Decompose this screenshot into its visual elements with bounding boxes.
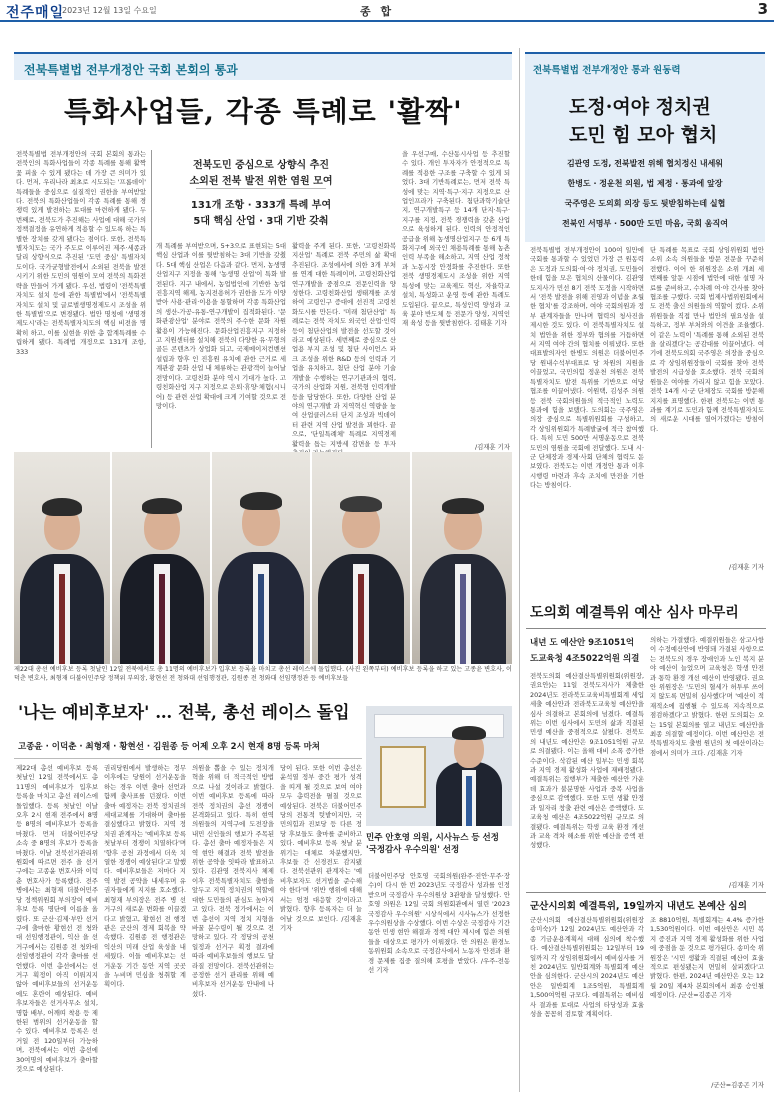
page-divider-vertical [519, 48, 520, 1092]
right-top-col-2 [650, 246, 764, 556]
left-top-col-3-text: 활력을 주게 된다. 또한, '고령친화복지산업' 특례로 전북 주민의 삶 확대 추진된다. 조성에서에 의한 3개 부처를 연계 대한 특례이며, 고령친화산업 연구개발을 중점으로 전문인력을 양성한다. 고령친화산업 생태계를 조성하여 고령인구 증대에 선진적 고령친화도시를 만든다. '미래 첨단산업' 특례로는 전북 자치도 외국인 산업·인력 등이 첨단산업의 발전을 선도할 것이라고 예상된다. 세번째로 중심으로 산업용 부지 조성 및 첨단 사이언스 파크 조성을 위한 R&D 등의 인력과 기업을 유치하고, 첨단 산업 분야 기술 개발을 수행하는 연구기관과의 협력, 국가의 산업화 지원, 전북형 인력개발 등을 담당한다. 또한, 다양한 산업 분야의 연구개발 과 지역혁신 역량을 높여 산업클러스터 단지 조성과 빅데이터 관련 지역 산업 발전을 꾀한다. 끝으로, '단일특례체' 특례로 지역경제 활력을 돕는 지방세 감면을 등 투자 [292, 242, 396, 448]
left-top-byline: /김재훈 기자 [474, 443, 510, 451]
right-bottom-headline: 군산시의회 예결특위, 19일까지 내년도 본예산 심의 [530, 901, 747, 912]
photo-caption: 제22대 총선 예비후보 등록 첫날인 12일 전북에서도 총 11명의 예비후보가 입후보 등록을 마치고 총선 레이스에 돌입했다. (사진 왼쪽부터) 예비후보 등록을 하고 있는 고종윤 변호사, 이덕춘 변호사, 최형재 더불어민주당 정책위 부의장, 황현선 전 청와대 선임행정관, 김원종 전 청와대 선임행정관 등 예비후보들 [14, 666, 512, 682]
page-number: 3 [757, 0, 768, 18]
candidate-photo-1 [14, 452, 110, 664]
award-article [368, 872, 510, 1082]
left-bottom-col-3-text: 의원을 뽑을 수 있는 정치개혁을 위해 더 적극적인 방법으로 나설 것이라고 밝혔다. 이번 예비후보 등록에 따라 전북 정치권의 총선 경쟁이 본격화되고 있다. 특히 현역 의원들의 지역구에 도전장을 내민 신인들의 행보가 주목된다. 총선 출마 예정자들은 지역 현안 해결과 전북 발전을 위한 공약을 잇따라 발표하고 있다. 김관영 전북지사 체제 이후 전북특별자치도 출범을 앞두고 지역 정치권의 역할에 대한 도민들의 관심도 높아지고 있다. 전북 정가에서는 이번 총선이 지역 정치 지형을 바꿀 분수령이 될 것으로 전망하고 있다. 각 정당의 공천 일정과 선거구 획정 결과에 따라 예비후보들의 행보도 달라질 전망이다. 전북선관위는 공정한 선거 관리를 위해 예비후보자 선거운동 안내에 나섰다. [192, 764, 274, 998]
left-bottom-col-1 [16, 764, 98, 1090]
right-top-box [525, 52, 765, 242]
right-top-sub-1: 김관영 도정, 전북발전 위해 협치정신 내세워 [566, 159, 724, 168]
right-top-col-1 [530, 246, 644, 568]
right-bottom-col-1-text: 군산시의회 예산결산특별위원회(위원장 송미숙)가 12일 2024년도 예산안과 각종 기금운용계획서 대해 심의에 착수했다. 예산결산특별위원회는 12일부터 19일까지 각 상임위원회에서 예비심사를 거친 2024년도 일반회계와 특별회계 예산안을 심의한다. 군산시의 2024년도 예산안은 일반회계 1조5억원, 특별회계 1,500여억원 규모다. 예결특위는 예비심사 결과를 토대로 사업의 타당성과 효율성을 꼼꼼히 검토할 계획이다. [530, 916, 644, 1019]
left-top-col-3 [292, 242, 396, 448]
left-bottom-headline: '나는 예비후보자' … 전북, 총선 레이스 돌입 [18, 703, 350, 723]
issue-date: 2023년 12월 13일 수요일 [62, 6, 157, 15]
left-top-col-2-text: 개 특례를 부여받으며, 5+3으로 표현되는 5대 핵심 산업과 이를 뒷받침하는 3대 기반을 갖췄다. 5대 핵심 산업은 다음과 같다. 먼저, 농생명산업지구 지정을 통해 '농생명 산업'이 특화 발전된다. 지구 내에서, 농업법인에 기반한 농업진흥지역 해제, 농지전용허가 권한을 도가 이양받아 사용·관리·이용을 통할하며 각종 특화산업의 생산-가공-유통-연구개발이 집적화된다. '문화관광산업' 분야로 전북의 주수한 문화 자원 활용이 가능해진다. 문화산업진흥지구 지정하고 지원센터를 설치해 전북의 다양한 유·무형의 골든 콘텐츠가 상업화 되고, 국제메이저컨벤션 설립과 향후 인 진흥원 유치에 관한 근거로 세계관광 문화 산업 내 체류하는 관광객이 늘어날 전망이다. 고령친화 분야 역시 기대가 높다. 고령친화산업 지구 지정으로 은퇴·휴양·체험(시니어) 등 관련 산업 확대에 크게 기여할 것으로 전망이다. [156, 242, 286, 410]
right-top-sub-4: 전북인 서명부 · 500만 도민 마음, 국회 움직여 [562, 219, 728, 228]
sub-divider [14, 758, 362, 759]
right-bottom-col-2 [650, 916, 764, 1076]
candidate-photo-3 [212, 452, 310, 664]
right-top-headline-2: 도민 힘 모아 협치 [569, 124, 718, 146]
left-bottom-col-1-text: 제22대 총선 예비후보 등록 첫날인 12일 전북에서도 총 11명의 예비후보가 입후보 등록을 마치고 총선 레이스에 돌입했다. 등록 첫날인 이날 오후 2시 현재 전주에서 8명 등 8명의 예비후보가 등록을 마쳤다. 먼저 더불어민주당 소속 중 8명의 후보가 등록을 마쳤다. 이날 전북선거관리위원회에 따르면 전주 을 선거구에는 고종윤 변호사와 이덕춘 변호사가 등록했다. 전주 병에서는 최형재 더불어민주당 정책위원회 부의장이 예비후보 등록 명단에 이름을 올렸다. 또 군산·김제·부안 선거구에 출마한 황현선 전 청와대 선임행정관이, 익산 을 선거구에서는 김원종 전 청와대 선임행정관이 각각 출마를 선언했다. 이번 총선에서는 선거구 획정이 아직 이뤄지지 않아 예비후보들의 선거운동에도 혼란이 예상된다. 예비후보자들은 선거사무소 설치, 명함 배부, 어깨띠 착용 등 제한된 범위의 선거운동을 할 수 있다. 예비후보 등록은 선거일 전 120일부터 가능하며, 전북에서는 이번 총선에 30여명의 예비후보가 출마할 것으로 예상된다. [16, 764, 98, 1073]
masthead [0, 0, 774, 22]
subhead-divider [196, 188, 326, 189]
right-mid-col-1 [530, 672, 644, 886]
col-divider [151, 150, 152, 448]
right-top-sub-3: 국주영은 도의회 의장 등도 뒷받침하는데 실협 [564, 199, 726, 208]
right-mid-sub-1: 내년 도 예산안 9조1051억 [530, 638, 635, 648]
left-top-col-1-text: 전북특별법 전부개정안의 국회 본회의 통과는 전북인의 특화사업들이 각종 특례를 통해 활짝 꽃 피울 수 있게 됐다는 데 가장 큰 의미가 있다. 먼저, 우리나라 최초로 시도되는 '프롬데이' 특례들을 중심으로 실질적인 권한을 부여받았다. 전북의 특화산업들이 각종 특례를 통해 경쟁력 있게 발전하는 토대를 마련하게 됐다. 두 번째로, 전북도가 추진해는 사업에 대해 국가의 정책결정을 유연하게 적용할 수 있도록 하는 특별한 장치를 갖게 됐다는 점이다. 또한, 전북특별자치도는 국가 주도로 이루어진 제주·세종과 달리 상향식으로 추진된 '도민 중심' 특별자치도이다. 국가균형발전에서 소외된 전북을 발전시키기 위한 도민의 염원이 모여 전북의 특화전략을 만들어 가게 됐다. 우선, 법령이 '전북특별자치도 설치 등에 관한 특별법'에서 '전북특별자치도 설치 및 글로벌생명경제도시 조성을 위한 특별법'으로 변경됐다. 법안 명칭에 '생명경제도시'라는 전북특별자치도의 핵심 비전을 명확히 하고, 이를 실현을 위한 총 합계특례를 수립하게 됐다. 특례법 개정으로 131개 조항, 333 [16, 150, 146, 356]
left-top-sub-1: 전북도민 중심으로 상향식 추진 [192, 160, 330, 171]
right-bottom-col-2-text: 조 8810억원, 특별회계는 4.4% 증가한 1,530억원이다. 이번 예산안은 시민 복지 증진과 지역 경제 활성화를 위한 사업에 중점을 둔 것으로 평가된다. 송미숙 위원장은 '시민 생활과 직결된 예산이 효율적으로 편성됐는지 면밀히 살피겠다'고 밝혔다. 한편, 2024년 예산안은 오는 12월 20일 제4차 본회의에서 최종 승인될 예정이다. /군산=김종곤 기자 [650, 916, 764, 1000]
left-top-kicker: 전북특별법 전부개정안 국회 본회의 통과 [24, 63, 238, 77]
right-top-sub-2: 한병도 · 정운천 의원, 법 제정 · 통과에 앞장 [567, 179, 723, 188]
right-top-col-1-text: 전북특별법 전부개정안이 100여 일만에 국회를 통과할 수 있었던 가장 큰 원동력은 도정과 도의회·여·야 정치권, 도민들이 한데 힘을 모은 협치의 산물이다. 김관영 도지사가 민선 8기 전북 도정을 시작하면서 '전북 발전을 위해 진영과 이념을 초월한 협치'를 강조하며, 여야 국회의원과 정부 관계자들을 만나며 협력의 청사진을 제시한 것도 있다. 이 전북특별자치도 설치 법안을 위한 정부와 협의를 거듭하면서 지역 여야 간의 협치를 이뤄냈다. 또한 대표발의자인 한병도 의원은 더불어민주당 원내수석부대표로 당 차원의 지원을 이끌었고, 국민의힘 정운천 의원은 전북 특별자치도 발전 특위를 기반으로 여당 협조를 이끌어냈다. 이원택, 김성주 의원 등 전북 국회의원들의 적극적인 노력도 통과에 힘을 보탰다. 도의회는 국주영은 의장 중심으로 특별위원회를 구성하고, 각 상임위원회가 특례발굴에 적극 참여했다. 특히 도민 500만 서명운동으로 전북 도민의 염원을 국회에 전달했다. 도내 시·군 단체장과 경제·사회 단체의 협력도 돋보였다. 전북도는 이번 개정안 통과 이후 시행령 마련과 후속 조치에 만전을 기한다는 방침이다. [530, 246, 644, 490]
candidate-photo-4 [312, 452, 410, 664]
left-top-kicker-box [14, 52, 512, 80]
left-top-col-1 [16, 150, 146, 448]
right-mid-col-1-text: 전북도의회 예산결산특별위원회(위원장, 권요안)는 11일 전북도지사가 제출한 2024년도 전라북도교육비특별회계 세입세출 예산안과 전라북도교육청 예산안을 심사 의결하고 본회의에 넘겼다. 예결특위는 이번 심사에서 도민의 삶과 직결된 민생 예산을 중점적으로 살폈다. 전북도의 내년도 예산안은 9조1051억원 규모로 의결됐다. 이는 올해 대비 소폭 증가한 수준이다. 삭감된 예산 일부는 민생 회복과 지역 경제 활성화 사업에 재배정됐다. 예결특위는 집행부가 제출한 예산안 가운데 효과가 불분명한 사업과 중복 사업을 중심으로 감액했다. 또한 도민 생활 안정과 일자리 창출 관련 예산은 증액했다. 도교육청 예산은 4조5022억원 규모로 의결됐다. 예결특위는 학생 교육 환경 개선과 교육 격차 해소를 위한 예산을 증액 편성했다. [530, 672, 644, 850]
left-top-sub-2: 소외된 전북 발전 위한 염원 모여 [189, 176, 333, 187]
left-bottom-col-3 [192, 764, 274, 1090]
left-bottom-col-4-text: 당이 된다. 또한 이번 총선은 윤석열 정부 중간 평가 성격을 띠게 될 것으로 보여 여야 모두 총력전을 펼칠 것으로 예상된다. 전북은 더불어민주당의 전통적 텃밭이지만, 국민의힘과 진보당 등 다른 정당 후보들도 출마를 준비하고 있다. 예비후보 등록 첫날 분위기는 대체로 차분했지만, 후보들 간 신경전도 감지됐다. 전북선관위 관계자는 '예비후보자도 선거법을 준수해야 한다'며 '위반 행위에 대해서는 엄정 대응할 것'이라고 밝혔다. 향후 등록자는 더 늘어날 것으로 보인다. /김재훈 기자 [280, 764, 362, 932]
left-top-col-4 [402, 150, 510, 436]
candidate-photo-2 [112, 452, 210, 664]
left-top-sub-3: 131개 조항 · 333개 특례 부여 [190, 200, 332, 211]
right-mid-headline: 도의회 예결특위 예산 심사 마무리 [530, 605, 739, 621]
left-bottom-col-2-text: 권리당원에서 발생하는 정무 이후에는 당원이 선거운동을 하는 경우 이번 출마 선언과 함께 출사표를 던졌다. 이번 출마 예정자는 전북 정치권의 세대교체를 기대하며 출마를 결심했다고 밝혔다. 지역 정치권 관계자는 '예비후보 등록 첫날부터 경쟁이 치열하다'며 '향후 공천 과정에서 더욱 치열한 경쟁이 예상된다'고 말했다. 예비후보들은 저마다 지역 발전 공약을 내세우며 유권자들에게 지지를 호소했다. 최형재 부의장은 전주 병 선거구의 새로운 변화를 이끌겠다고 밝혔고, 황현선 전 행정관은 군산의 경제 회복을 약속했다. 김원종 전 행정관은 익산의 미래 산업 육성을 내세웠다. 이들 예비후보는 선거운동 기간 동안 지역 곳곳을 누비며 민심을 청취할 계획이다. [104, 764, 186, 989]
right-mid-col-2 [650, 636, 764, 876]
award-photo [366, 706, 512, 826]
right-mid-byline: /김재훈 기자 [728, 881, 764, 889]
right-bottom-rule [526, 892, 766, 893]
left-top-col-4-text: 을 우선구매, 수산동시사업 등 추진할 수 있다. 개인 투자자가 안정적으로 특례를 적용한 구조를 구축할 수 있게 되었다. 3대 기반특례로는, 먼저 전북 특성에 맞는 지역·특구·지구 지정으로 산업인프라가 구축된다. 첨단과학기술단지, 연구개발특구 등 14개 단지·특구·지구를 지정, 전북 경쟁력을 갖춘 산업으로 육성하게 된다. 인력의 안정적인 공급을 위해 농생명산업지구 등 6개 특화지구에 외국인 채용특례를 통해 농촌 인력 부족을 해소하고, 지역 산업 정착과 노동시장 안정화를 추진한다. 또한 전북 생명경제도시 조성을 위한 지역 특성에 맞는 교육제도 혁신, 자율학교 설치, 특성화고 운영 등에 관한 특례도 도입된다. 끝으로, 특성인력 양성과 교육 분야 반도체 등 전문가 양성, 지역인재 육성 등을 뒷받침한다. 김태훈 기자 [402, 150, 510, 328]
right-mid-sub-2: 도교육청 4조5022억원 의결 [530, 654, 640, 664]
right-mid-col-2-text: 의하는 가결했다. 예결위원들은 삼고사항이 수정예산안에 반영돼 가결된 사항으로는 전북도의 경우 장애인과 노인 복지 분야 예산이 늘었으며 교육청은 학생 안전과 통학 환경 개선 예산이 반영됐다. 권요안 위원장은 '도민의 혈세가 허투루 쓰이지 않도록 면밀히 심사했다'며 '예산이 적재적소에 집행될 수 있도록 지속적으로 점검하겠다'고 밝혔다. 한편 도의회는 오는 15일 본회의를 열고 내년도 예산안을 최종 의결할 예정이다. 이번 예산안은 전북특별자치도 출범 원년의 첫 예산이라는 점에서 의미가 크다. /김재훈 기자 [650, 636, 764, 757]
left-bottom-col-2 [104, 764, 186, 1090]
left-top-headline: 특화사업들, 각종 특례로 '활짝' [64, 95, 463, 128]
right-top-headline-1: 도정·여야 정치권 [569, 96, 711, 118]
award-headline: 민주 안호영 의원, 시사뉴스 등 선정 '국정감사 우수의원' 선정 [366, 833, 499, 855]
award-article-text: 더불어민주당 안호영 국회의원(완주·진안·무주·장수)이 다시 한 번 2023년도 국정감사 성과를 인정받으며 국정감사 우수의원상 3관왕을 달성했다. 안호영 의원은 12일 국회 의원회관에서 열린 '2023 국정감사 우수의원' 시상식에서 시사뉴스가 선정한 우수의원상을 수상했다. 이번 수상은 국정감사 기간 동안 민생 현안 해결과 정책 대안 제시에 힘쓴 의원들을 대상으로 평가가 이뤄졌다. 안 의원은 환경노동위원회 소속으로 국정감사에서 노동자 안전과 환경 문제를 집중 질의해 호평을 받았다. /우주-전동선 기자 [368, 872, 510, 975]
left-top-col-2 [156, 242, 286, 448]
right-top-col-2-text: 단 특례를 목표로 국회 상임위원회 법안소위 소속 의원들을 방문 전문을 꾸준히 전했다. 이어 한 위원장은 소위 개최 세 번째를 앞둔 시점에 법안에 대한 설명 자료를 준비하고, 수차례 여·야 간사를 찾아 협조를 구했다. 국회 법제사법위원회에서도 전북 출신 의원들의 역할이 컸다. 소위 위원들을 직접 만나 법안의 필요성을 설득하고, 정부 부처와의 이견을 조율했다. 이 같은 노력이 '특례를 통해 소외된 전북을 살리겠다'는 공감대를 이끌어냈다. 여기에 전북도의회 국주영은 의장을 중심으로 각 상임위원장들이 국회를 찾아 전북 발전의 시급성을 호소했다. 전북 국회의원들은 여야를 가리지 않고 힘을 모았다. 전북 14개 시·군 단체장도 국회를 방문해 지지를 표명했다. 한편 전북도는 이번 통과를 계기로 도민과 함께 전북특별자치도의 새로운 시대를 열어가겠다는 방침이다. [650, 246, 764, 433]
right-mid-rule [526, 628, 766, 629]
section-name: 종 합 [360, 5, 395, 18]
newspaper-logo: 전주매일 [6, 5, 65, 21]
candidate-photo-5 [412, 452, 512, 664]
left-bottom-col-4 [280, 764, 362, 1090]
right-top-kicker: 전북특별법 전부개정안 통과 원동력 [533, 65, 681, 76]
right-bottom-byline: /군산=김종곤 기자 [711, 1081, 764, 1089]
left-top-sub-4: 5대 핵심 산업 · 3대 기반 갖춰 [193, 216, 329, 227]
right-top-byline: /김재훈 기자 [728, 563, 764, 571]
left-bottom-sub: 고종윤 · 이덕춘 · 최형재 · 황현선 · 김원종 등 어제 오후 2시 현재 8명 등록 마쳐 [18, 742, 321, 752]
right-bottom-col-1 [530, 916, 644, 1086]
